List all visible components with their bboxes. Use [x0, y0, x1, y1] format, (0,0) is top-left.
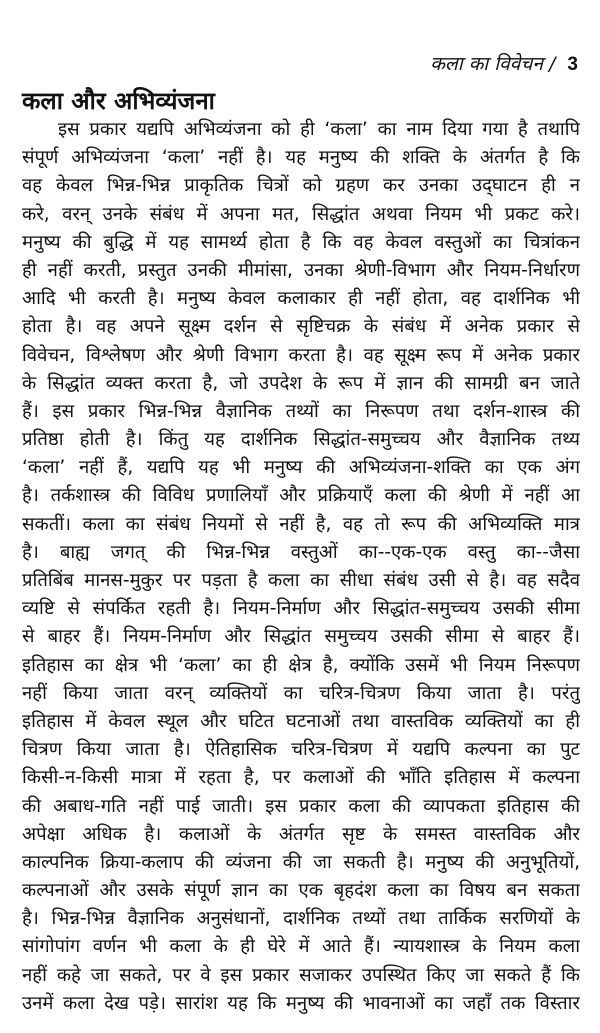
text-line: प्रतिबिंब मानस-मुकुर पर पड़ता है कला का सीधा संबंध उसी से है। वह सदैव	[22, 570, 580, 591]
running-head	[430, 50, 578, 76]
text-line: इतिहास का क्षेत्र भी ‘कला’ का ही क्षेत्र है, क्योंकि उसमें भी नियम निरूपण	[22, 654, 580, 676]
text-line: होता है। वह अपने सूक्ष्म दर्शन से सृष्टिचक्र के संबंध में अनेक प्रकार से	[22, 316, 580, 338]
text-line: विवेचन, विश्लेषण और श्रेणी विभाग करता है। वह सूक्ष्म रूप में अनेक प्रकार	[22, 344, 580, 366]
text-line: कल्पनाओं और उसके संपूर्ण ज्ञान का एक बृहदंश कला का विषय बन सकता	[22, 880, 580, 902]
text-line: ही नहीं करती, प्रस्तुत उनकी मीमांसा, उनका श्रेणी-विभाग और नियम-निर्धारण	[22, 259, 580, 281]
text-line: है। तर्कशास्त्र की विविध प्रणालियाँ और प्रक्रियाएँ कला की श्रेणी में नहीं आ	[22, 485, 580, 507]
text-line: है। भिन्न-भिन्न वैज्ञानिक अनुसंधानों, दार्शनिक तथ्यों तथा तार्किक सरणियों के	[22, 908, 580, 930]
text-line: करे, वरन् उनके संबंध में अपना मत, सिद्धांत अथवा नियम भी प्रकट करे।	[22, 203, 580, 225]
text-line: हैं। इस प्रकार भिन्न-भिन्न वैज्ञानिक तथ्यों का निरूपण तथा दर्शन-शास्त्र की	[22, 400, 580, 422]
text-line: उनमें कला देख पड़े। सारांश यह कि मनुष्य की भावनाओं का जहाँ तक विस्तार	[22, 992, 580, 1014]
text-line: मनुष्य की बुद्धि में यह सामर्थ्य होता है कि वह केवल वस्तुओं का चित्रांकन	[22, 231, 580, 253]
text-line: प्रतिष्ठा होती है। किंतु यह दार्शनिक सिद्धांत-समुच्चय और वैज्ञानिक तथ्य	[22, 429, 580, 451]
text-line: संपूर्ण अभिव्यंजना ‘कला’ नहीं है। यह मनुष्य की शक्ति के अंतर्गत है कि	[22, 147, 580, 169]
text-line: किसी-न-किसी मात्रा में रहता है, पर कलाओं की भाँति इतिहास में कल्पना	[22, 767, 580, 789]
running-head-title: कला का विवेचन	[430, 53, 543, 75]
text-line: काल्पनिक क्रिया-कलाप की व्यंजना की जा सकती है। मनुष्य की अनुभूतियों,	[22, 851, 580, 873]
text-line: व्यष्टि से संपर्कित रहती है। नियम-निर्माण और सिद्धांत-समुच्चय उसकी सीमा	[22, 598, 580, 620]
running-head-separator: /	[548, 53, 556, 75]
text-line: ‘कला’ नहीं हैं, यद्यपि यह भी मनुष्य की अभिव्यंजना-शक्ति का एक अंग	[22, 457, 580, 479]
page-number: 3	[567, 54, 578, 75]
text-line: सांगोपांग वर्णन भी कला के ही घेरे में आते हैं। न्यायशास्त्र के नियम कला	[22, 936, 580, 958]
text-line: इस प्रकार यद्यपि अभिव्यंजना को ही ‘कला’ का नाम दिया गया है तथापि	[58, 119, 580, 140]
text-line: सकतीं। कला का संबंध नियमों से नहीं है, वह तो रूप की अभिव्यक्ति मात्र	[22, 513, 580, 535]
text-line: वह केवल भिन्न-भिन्न प्राकृतिक चित्रों को ग्रहण कर उनका उद्‍घाटन ही न	[22, 175, 580, 197]
text-line: से बाहर हैं। नियम-निर्माण और सिद्धांत समुच्चय उसकी सीमा से बाहर हैं।	[22, 626, 580, 648]
section-title: कला और अभिव्यंजना	[22, 87, 215, 115]
text-line: नहीं कहे जा सकते, पर वे इस प्रकार सजाकर उपस्थित किए जा सकते हैं कि	[22, 964, 580, 986]
text-line: आदि भी करती है। मनुष्य केवल कलाकार ही नहीं होता, वह दार्शनिक भी	[22, 288, 580, 310]
text-line: के सिद्धांत व्यक्त करता है, जो उपदेश के रूप में ज्ञान की सामग्री बन जाते	[22, 372, 580, 394]
text-line: इतिहास में केवल स्थूल और घटित घटनाओं तथा वास्तविक व्यक्तियों का ही	[22, 710, 580, 732]
text-line: की अबाध-गति नहीं पाई जाती। इस प्रकार कला की व्यापकता इतिहास की	[22, 795, 580, 817]
text-line: चित्रण किया जाता है। ऐतिहासिक चरित्र-चित्रण में यद्यपि कल्पना का पुट	[22, 739, 580, 761]
body-text	[22, 116, 580, 1018]
text-line: अपेक्षा अधिक है। कलाओं के अंतर्गत सृष्ट के समस्त वास्तविक और	[22, 823, 580, 845]
text-line: नहीं किया जाता वरन् व्यक्तियों का चरित्र-चित्रण किया जाता है। परंतु	[22, 682, 580, 704]
text-line: है। बाह्य जगत् की भिन्न-भिन्न वस्तुओं का--एक-एक वस्तु का--जैसा	[22, 541, 580, 563]
